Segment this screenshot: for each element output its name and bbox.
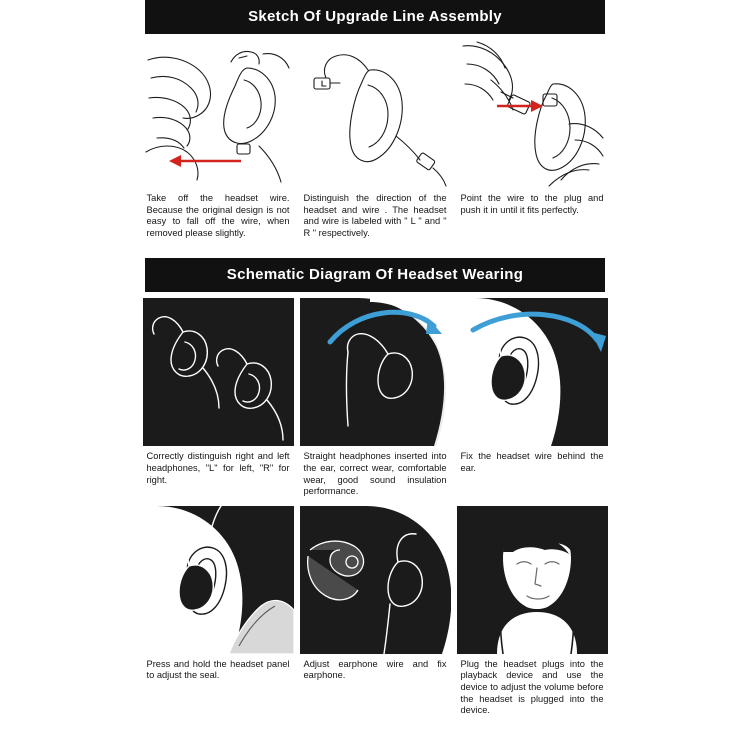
figure-insert-wire-into-plug: [457, 40, 608, 188]
figure-fix-wire-behind-ear: [457, 298, 608, 446]
step-caption: Plug the headset plugs into the playback device and use the device to adjust the volume before the headset is plugged into the device.: [460, 658, 604, 716]
red-arrow-left: [169, 155, 241, 167]
figure-hand-removing-headset-wire: [143, 40, 294, 188]
step-caption: Adjust earphone wire and fix earphone.: [303, 658, 447, 681]
red-arrow-right: [497, 100, 543, 112]
wearing-steps-row-1: [0, 298, 750, 497]
assembly-steps-row: [0, 40, 750, 239]
step-caption: Take off the headset wire. Because the original design is not easy to fall off the wire, when removed please slightly.: [146, 193, 290, 238]
step-caption: Correctly distinguish right and left headphones, "L" for left, "R" for right.: [146, 451, 290, 485]
step-card: [300, 40, 451, 239]
step-card: [143, 40, 294, 239]
step-card: [300, 506, 451, 717]
figure-plug-into-playback-device: [457, 506, 608, 654]
step-caption: Distinguish the direction of the headset and wire . The headset and wire is labeled with " L " and " R " respectively.: [303, 193, 447, 238]
step-card: [143, 506, 294, 717]
figure-left-right-headphones: [143, 298, 294, 446]
step-card: [300, 298, 451, 497]
wearing-steps-row-2: [0, 506, 750, 717]
figure-headset-and-wire-direction: [300, 40, 451, 188]
figure-adjust-earphone-wire: [300, 506, 451, 654]
section-title-assembly: Sketch Of Upgrade Line Assembly: [145, 0, 605, 34]
step-card: [143, 298, 294, 497]
step-caption: Point the wire to the plug and push it in until it fits perfectly.: [460, 193, 604, 215]
section-title-wearing: Schematic Diagram Of Headset Wearing: [145, 258, 605, 292]
step-card: [457, 40, 608, 239]
step-card: [457, 298, 608, 497]
bottom-spacer: [0, 717, 750, 731]
step-card: [457, 506, 608, 717]
step-caption: Fix the headset wire behind the ear.: [460, 451, 604, 473]
figure-press-headset-panel: [143, 506, 294, 654]
step-caption: Straight headphones inserted into the ear, correct wear, comfortable wear, good sound insulation performance.: [303, 451, 447, 497]
step-caption: Press and hold the headset panel to adjust the seal.: [146, 658, 290, 681]
figure-insert-into-ear-arrow: [300, 298, 451, 446]
